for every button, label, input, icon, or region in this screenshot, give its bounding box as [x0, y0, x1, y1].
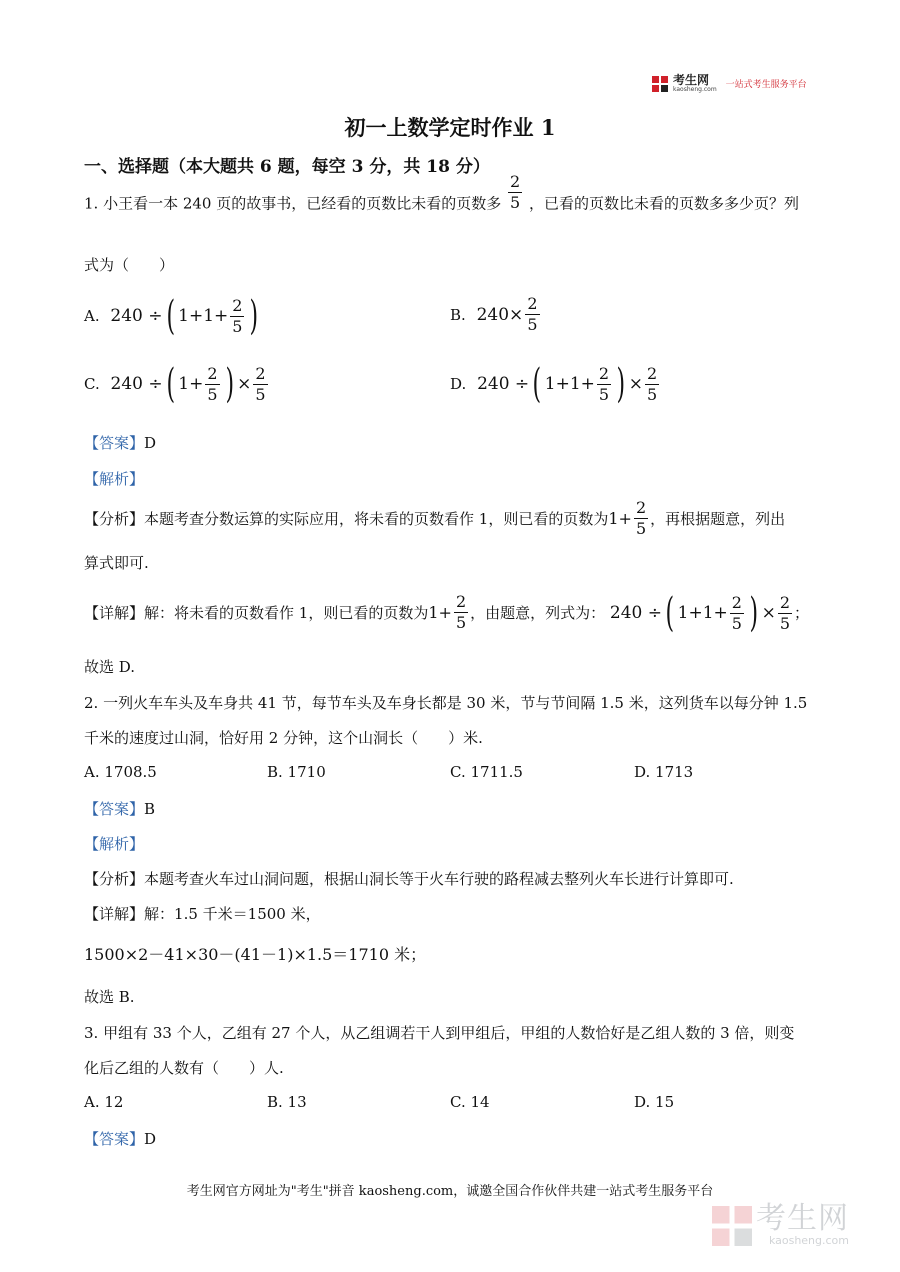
section-heading: 一、选择题（本大题共 6 题，每空 3 分，共 18 分）	[84, 157, 490, 177]
q1-option-d: D. 240 ÷ ( 1+1+ $\frac{2}{5}$ ) × $\frac{2}{5}$	[450, 361, 658, 407]
q2-option-c: C. 1711.5	[450, 763, 523, 781]
q1-stem-text-a: 1. 小王看一本 240 页的故事书，已经看的页数比未看的页数多	[84, 194, 502, 213]
q2-calculation: 1500×2－41×30－(41－1)×1.5＝1710 米；	[84, 945, 427, 964]
q1-analysis-tag: 【解析】	[84, 470, 145, 488]
q1-answer: 【答案】D	[84, 434, 157, 452]
q1-choice: 故选 D.	[84, 658, 136, 676]
q1-stem-text-b: ，已看的页数比未看的页数多多少页？列	[529, 194, 800, 213]
q3-stem-line2: 化后乙组的人数有（ ）人.	[84, 1059, 284, 1077]
logo-domain: kaosheng.com	[673, 86, 717, 93]
q1-stem-line2: 式为（ ）	[84, 256, 175, 274]
q3-option-b: B. 13	[267, 1093, 307, 1111]
watermark	[712, 1201, 849, 1247]
page-title: 初一上数学定时作业 1	[344, 115, 556, 140]
q1-xiangjie-line: 【详解】解：将未看的页数看作 1，则已看的页数为 1+ $\frac{2}{5}$ ，由题意，列式为： 240 ÷ ( 1+1+ $\frac{2}{5}$ ) × $\frac{2}{5}$ ；	[84, 590, 810, 636]
q1-option-c: C. 240 ÷ ( 1+ $\frac{2}{5}$ ) × $\frac{2}{5}$	[84, 361, 266, 407]
logo-icon	[652, 76, 668, 92]
q1-fenxi-line2: 算式即可.	[84, 554, 149, 572]
watermark-domain: kaosheng.com	[768, 1234, 849, 1247]
watermark-name: 考生网	[756, 1201, 849, 1236]
header-logo	[652, 74, 807, 93]
q3-option-d: D. 15	[634, 1093, 675, 1111]
q3-stem-line1: 3. 甲组有 33 个人，乙组有 27 个人，从乙组调若干人到甲组后，甲组的人数恰好是乙组人数的 3 倍，则变	[84, 1024, 795, 1042]
q3-answer: 【答案】D	[84, 1130, 157, 1148]
q2-analysis-tag: 【解析】	[84, 835, 145, 853]
q2-stem-line1: 2. 一列火车车头及车身共 41 节，每节车头及车身长都是 30 米，节与节间隔 1.5 米，这列货车以每分钟 1.5	[84, 694, 808, 712]
logo-name: 考生网	[673, 73, 710, 87]
q1-fenxi-line1: 【分析】本题考查分数运算的实际应用，将未看的页数看作 1，则已看的页数为 1+ $\frac{2}{5}$ ，再根据题意，列出	[84, 498, 786, 538]
q2-choice: 故选 B.	[84, 988, 135, 1006]
q1-option-a: A. 240 ÷ ( 1+1+ $\frac{2}{5}$ )	[84, 293, 259, 339]
q3-option-c: C. 14	[450, 1093, 490, 1111]
watermark-logo-icon	[712, 1206, 752, 1246]
q1-stem-fraction: $\frac{2}{5}$	[510, 172, 521, 212]
q2-option-d: D. 1713	[634, 763, 694, 781]
q2-fenxi: 【分析】本题考查火车过山洞问题，根据山洞长等于火车行驶的路程减去整列火车长进行计算即可.	[84, 870, 734, 888]
q2-stem-line2: 千米的速度过山洞，恰好用 2 分钟，这个山洞长（ ）米.	[84, 729, 483, 747]
page-footer: 考生网官方网址为"考生"拼音 kaosheng.com，诚邀全国合作伙伴共建一站式考生服务平台	[186, 1184, 714, 1199]
q2-answer: 【答案】B	[84, 800, 156, 818]
logo-slogan: 一站式考生服务平台	[725, 80, 807, 90]
q2-option-b: B. 1710	[267, 763, 326, 781]
q3-option-a: A. 12	[84, 1093, 124, 1111]
q1-stem-line1	[84, 172, 800, 223]
q2-xiangjie: 【详解】解：1.5 千米＝1500 米，	[84, 905, 321, 923]
q2-option-a: A. 1708.5	[84, 763, 157, 781]
q1-option-b: B. 240× $\frac{2}{5}$	[450, 294, 538, 334]
